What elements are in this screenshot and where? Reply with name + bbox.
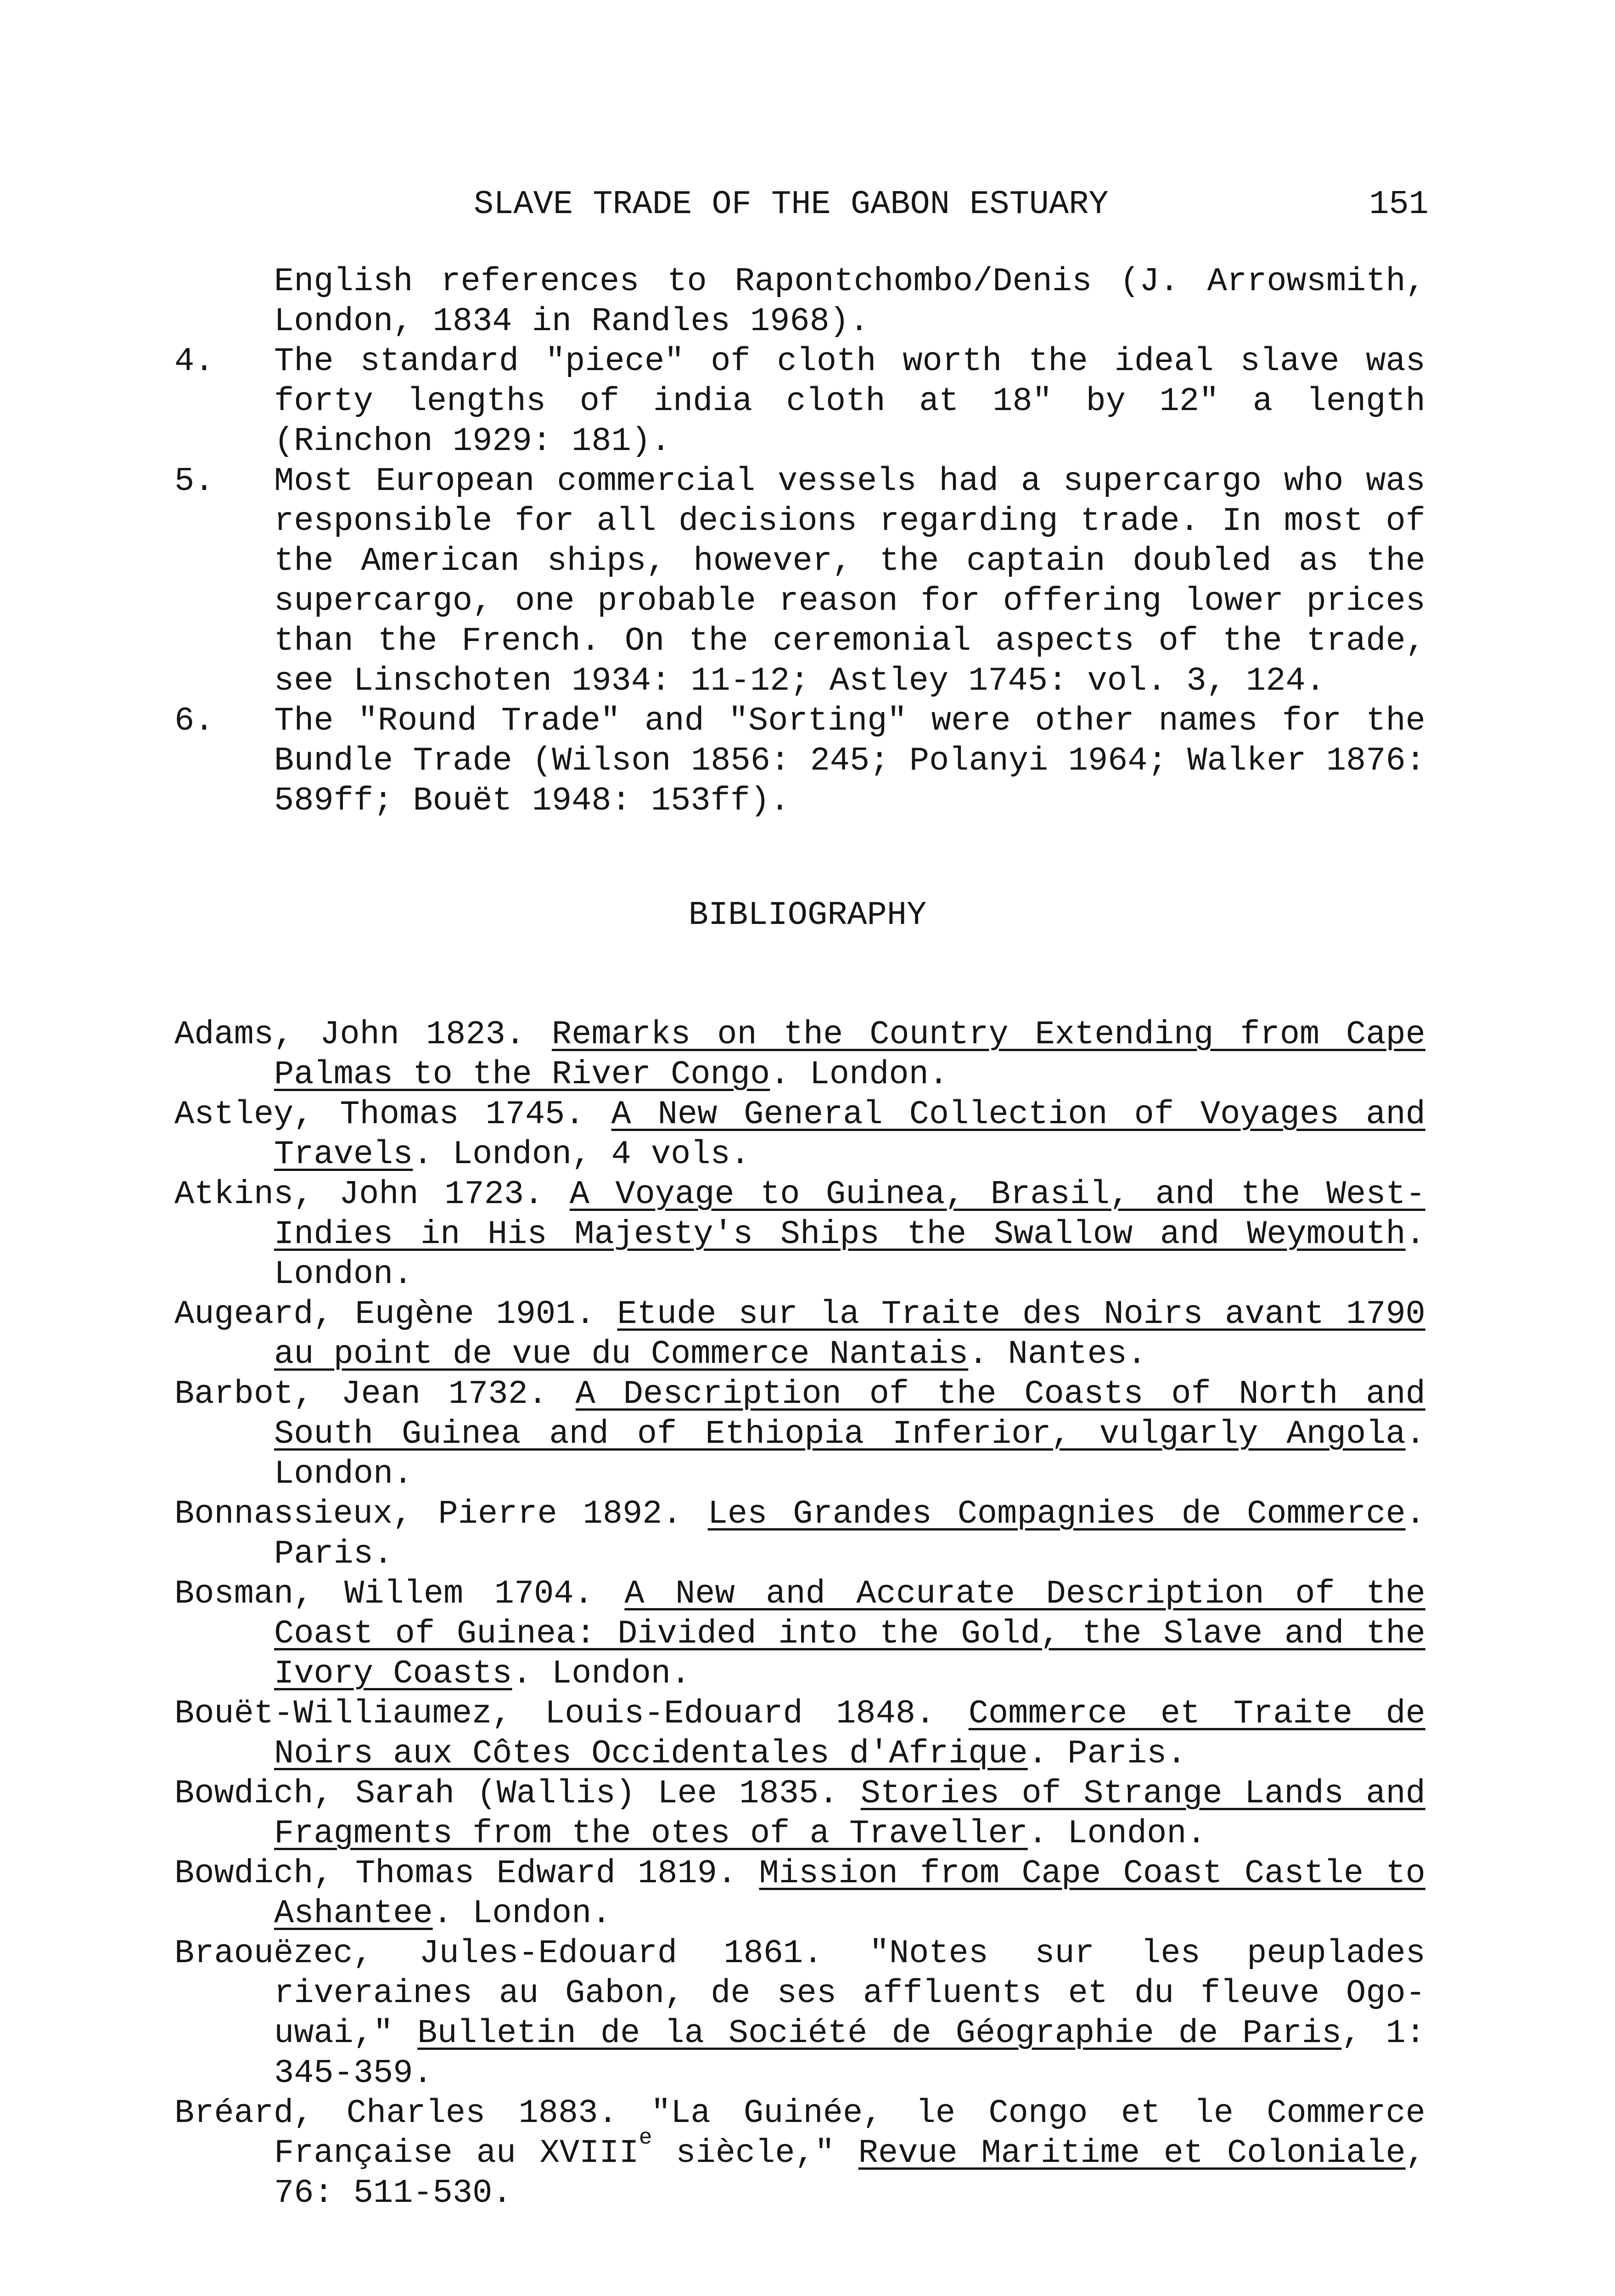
- bib-publication: . Paris.: [1027, 1735, 1187, 1773]
- bib-title: Revue Maritime et Coloniale: [858, 2134, 1406, 2172]
- superscript-e: e: [639, 2126, 652, 2150]
- bib-publication: . Nantes.: [968, 1335, 1147, 1373]
- bib-author-year: Bréard, Charles 1883. "La Guinée, le Congo et le Commerce Française au XVIII: [174, 2094, 1425, 2172]
- note-text: The "Round Trade" and "Sorting" were other names for the Bundle Trade (Wilson 1856: 245; Polanyi 1964; Walker 1876: 589ff; Bouët 1948: 153ff).: [274, 702, 1425, 820]
- bib-title: A New and Accurate Description of the Coast of Guinea: Divided into the Gold, the Slave and the Ivory Coasts: [274, 1575, 1425, 1693]
- bib-author-year: Braouëzec, Jules-Edouard 1861. "Notes sur les peuplades riveraines au Gabon, de ses affluents et du fleuve Ogo-uwai,": [174, 1935, 1425, 2052]
- bib-author-year: Bosman, Willem 1704.: [174, 1575, 625, 1613]
- bib-author-year: Atkins, John 1723.: [174, 1176, 570, 1213]
- bib-entry: [174, 1015, 1425, 1095]
- bib-publication: , 1: 345-359.: [274, 2015, 1426, 2092]
- note-number: 6.: [174, 702, 214, 740]
- bib-entry: [174, 1694, 1425, 1774]
- bib-publication: . Paris.: [274, 1495, 1425, 1573]
- bib-title: Commerce et Traite de Noirs aux Côtes Occidentales d'Afrique: [274, 1695, 1425, 1773]
- bib-entry: [174, 1854, 1425, 1934]
- bib-title: Remarks on the Country Extending from Cape Palmas to the River Congo: [274, 1016, 1425, 1093]
- bib-publication: . London.: [1027, 1815, 1206, 1852]
- bib-entry: [174, 1774, 1425, 1854]
- bib-publication: . London, 4 vols.: [413, 1136, 750, 1173]
- bibliography-list: [174, 1015, 1425, 2213]
- note-text: English references to Rapontchombo/Denis (J. Arrowsmith, London, 1834 in Randles 1968).: [274, 263, 1425, 340]
- bib-entry: [174, 1494, 1425, 1574]
- bib-publication: . London.: [274, 1216, 1425, 1293]
- bib-author-year: Bonnassieux, Pierre 1892.: [174, 1495, 708, 1533]
- note-text: Most European commercial vessels had a supercargo who was responsible for all decisions regarding trade. In most of the American ships, however, the captain doubled as the supercargo, one probable reason for offering lower prices than the French. On the ceremonial aspects of the trade, see Linschoten 1934: 11-12; Astley 1745: vol. 3, 124.: [274, 462, 1425, 700]
- bib-publication: . London.: [432, 1895, 611, 1932]
- bib-title: A Voyage to Guinea, Brasil, and the West-Indies in His Majesty's Ships the Swallow and Weymouth: [274, 1176, 1425, 1253]
- bib-title: Les Grandes Compagnies de Commerce: [707, 1495, 1406, 1533]
- bib-title: A New General Collection of Voyages and Travels: [274, 1096, 1425, 1173]
- bib-author-year: Barbot, Jean 1732.: [174, 1375, 576, 1413]
- note-4: [174, 342, 1425, 461]
- bib-publication: . London.: [770, 1056, 949, 1093]
- bib-title: Bulletin de la Société de Géographie de Paris: [417, 2015, 1342, 2052]
- note-text: The standard "piece" of cloth worth the ideal slave was forty lengths of india cloth at 18" by 12" a length (Rinchon 1929: 181).: [274, 343, 1425, 460]
- bib-entry: [174, 1374, 1425, 1494]
- running-title: SLAVE TRADE OF THE GABON ESTUARY: [474, 186, 1109, 223]
- bib-author-year: Astley, Thomas 1745.: [174, 1096, 611, 1133]
- bib-entry: [174, 1175, 1425, 1294]
- note-number: 4.: [174, 343, 214, 380]
- note-number: 5.: [174, 462, 214, 500]
- bib-publication: . London.: [274, 1415, 1425, 1493]
- note-continuation: [174, 262, 1425, 342]
- bib-author-year: Augeard, Eugène 1901.: [174, 1295, 617, 1333]
- bib-author-year: Bowdich, Thomas Edward 1819.: [174, 1855, 759, 1892]
- bib-article-continued: siècle,": [652, 2134, 858, 2172]
- note-6: [174, 701, 1425, 821]
- bib-title: Stories of Strange Lands and Fragments from the otes of a Traveller: [274, 1775, 1425, 1852]
- bib-author-year: Bouët-Williaumez, Louis-Edouard 1848.: [174, 1695, 969, 1733]
- bib-publication: . London.: [512, 1655, 691, 1693]
- bib-title: Etude sur la Traite des Noirs avant 1790 au point de vue du Commerce Nantais: [274, 1295, 1425, 1373]
- bib-publication: , 76: 511-530.: [274, 2134, 1425, 2212]
- bib-author-year: Bowdich, Sarah (Wallis) Lee 1835.: [174, 1775, 861, 1812]
- endnotes: [174, 262, 1425, 821]
- bibliography-heading: BIBLIOGRAPHY: [688, 896, 927, 934]
- note-5: [174, 461, 1425, 701]
- page-number: 151: [1369, 186, 1429, 223]
- bib-entry: [174, 2093, 1425, 2213]
- bib-entry: [174, 1934, 1425, 2093]
- bib-title: Mission from Cape Coast Castle to Ashantee: [274, 1855, 1425, 1932]
- bib-author-year: Adams, John 1823.: [174, 1016, 552, 1053]
- bib-title: A Description of the Coasts of North and South Guinea and of Ethiopia Inferior, vulgarly Angola: [274, 1375, 1425, 1453]
- bib-entry: [174, 1574, 1425, 1694]
- bib-entry: [174, 1294, 1425, 1374]
- bib-entry: [174, 1095, 1425, 1175]
